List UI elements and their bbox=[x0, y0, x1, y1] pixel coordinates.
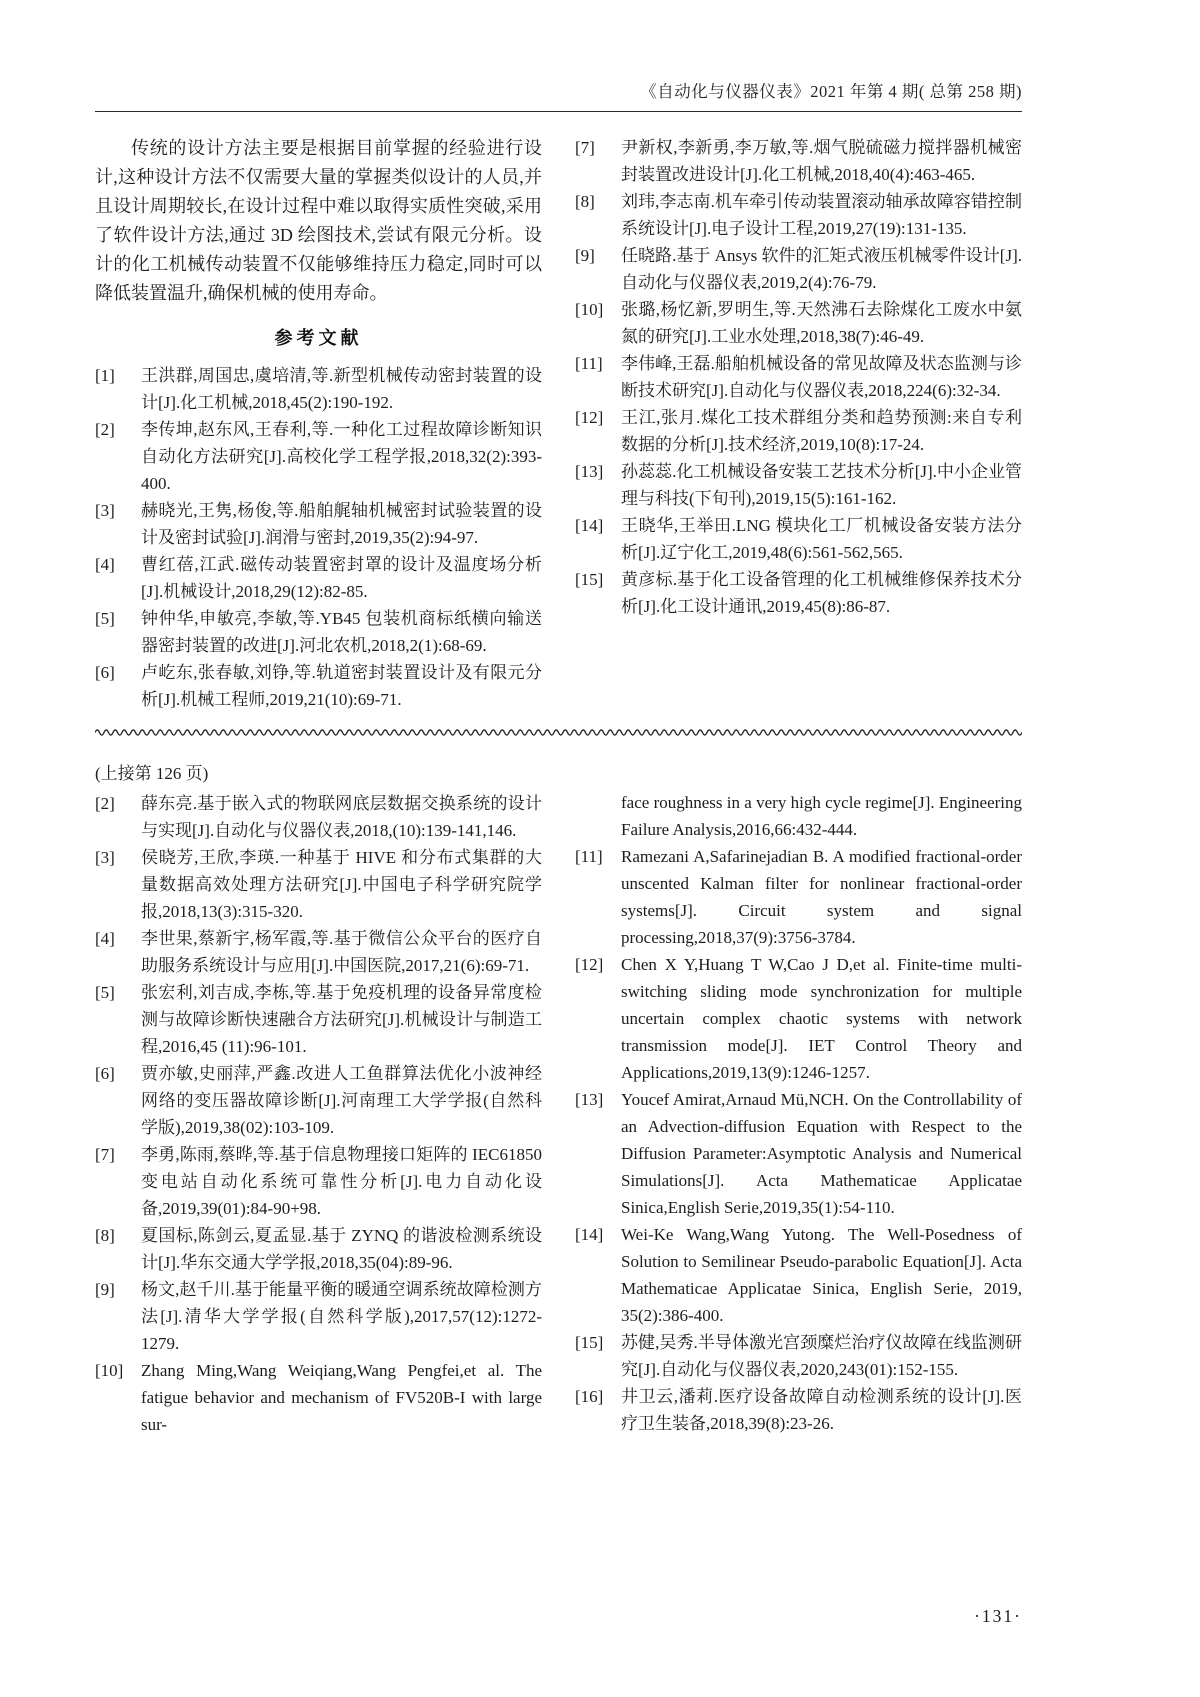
reference-label: [2] bbox=[95, 420, 115, 439]
reference-label: [3] bbox=[95, 501, 115, 520]
reference-text: Ramezani A,Safarinejadian B. A modified fractional-order unscented Kalman filter for nonlinear fractional-order systems[J]. Circuit system and signal processing,2018,37(9):3756-3784. bbox=[621, 847, 1022, 947]
reference-label: [1] bbox=[95, 366, 115, 385]
journal-issue-info: 《自动化与仪器仪表》2021 年第 4 期( 总第 258 期) bbox=[640, 82, 1022, 101]
reference-text: 王晓华,王举田.LNG 模块化工厂机械设备安装方法分析[J].辽宁化工,2019,48(6):561-562,565. bbox=[621, 516, 1022, 562]
reference-item bbox=[575, 843, 1022, 951]
reference-text: 刘玮,李志南.机车牵引传动装置滚动轴承故障容错控制系统设计[J].电子设计工程,2019,27(19):131-135. bbox=[621, 192, 1022, 238]
reference-text: 李勇,陈雨,蔡晔,等.基于信息物理接口矩阵的 IEC61850 变电站自动化系统可靠性分析[J].电力自动化设备,2019,39(01):84-90+98. bbox=[141, 1145, 542, 1218]
right-column-bottom bbox=[575, 760, 1022, 1438]
reference-label: [10] bbox=[575, 300, 604, 319]
reference-label: [6] bbox=[95, 1064, 115, 1083]
reference-text: 李传坤,赵东风,王春利,等.一种化工过程故障诊断知识自动化方法研究[J].高校化学工程学报,2018,32(2):393-400. bbox=[141, 420, 542, 493]
reference-text: 尹新权,李新勇,李万敏,等.烟气脱硫磁力搅拌器机械密封装置改进设计[J].化工机械,2018,40(4):463-465. bbox=[621, 138, 1022, 184]
reference-text: 黄彦标.基于化工设备管理的化工机械维修保养技术分析[J].化工设计通讯,2019,45(8):86-87. bbox=[621, 570, 1022, 616]
reference-text: 张璐,杨忆新,罗明生,等.天然沸石去除煤化工废水中氨氮的研究[J].工业水处理,2018,38(7):46-49. bbox=[621, 300, 1022, 346]
reference-item bbox=[95, 1060, 542, 1141]
reference-item bbox=[575, 566, 1022, 620]
reference-label: [7] bbox=[95, 1145, 115, 1164]
wavy-divider bbox=[95, 727, 1022, 738]
reference-text: 曹红蓓,江武.磁传动装置密封罩的设计及温度场分析[J].机械设计,2018,29(12):82-85. bbox=[141, 555, 542, 601]
page-number: ·131· bbox=[974, 1606, 1022, 1626]
reference-label: [14] bbox=[575, 1225, 604, 1244]
reference-item bbox=[95, 1141, 542, 1222]
reference-label: [7] bbox=[575, 138, 595, 157]
reference-label: [11] bbox=[575, 847, 603, 866]
reference-item bbox=[95, 497, 542, 551]
reference-label bbox=[575, 789, 621, 843]
reference-item bbox=[95, 551, 542, 605]
reference-label: [9] bbox=[95, 1280, 115, 1299]
wavy-divider-path bbox=[95, 730, 1022, 735]
reference-text: 王江,张月.煤化工技术群组分类和趋势预测:来自专利数据的分析[J].技术经济,2019,10(8):17-24. bbox=[621, 408, 1022, 454]
references-list-left bbox=[95, 362, 542, 713]
reference-label: [14] bbox=[575, 516, 604, 535]
reference-item bbox=[95, 1357, 542, 1438]
reference-label: [5] bbox=[95, 983, 115, 1002]
right-column-top bbox=[575, 134, 1022, 713]
reference-item bbox=[575, 188, 1022, 242]
reference-item bbox=[575, 1383, 1022, 1437]
left-column-top bbox=[95, 134, 542, 713]
reference-text: 张宏利,刘吉成,李栋,等.基于免疫机理的设备异常度检测与故障诊断快速融合方法研究[J].机械设计与制造工程,2016,45 (11):96-101. bbox=[141, 983, 542, 1056]
reference-item bbox=[95, 605, 542, 659]
references-section bbox=[95, 134, 1022, 713]
reference-item bbox=[95, 416, 542, 497]
references-list-right bbox=[575, 134, 1022, 620]
reference-label: [13] bbox=[575, 462, 604, 481]
reference-label: [10] bbox=[95, 1361, 124, 1380]
reference-label: [4] bbox=[95, 555, 115, 574]
reference-item bbox=[95, 1276, 542, 1357]
reference-text: Zhang Ming,Wang Weiqiang,Wang Pengfei,et al. The fatigue behavior and mechanism of FV520B-I with large sur- bbox=[141, 1361, 542, 1434]
reference-item bbox=[575, 789, 1022, 843]
reference-item bbox=[575, 458, 1022, 512]
reference-text: face roughness in a very high cycle regime[J]. Engineering Failure Analysis,2016,66:432-444. bbox=[621, 793, 1022, 839]
reference-label: [4] bbox=[95, 929, 115, 948]
reference-item bbox=[95, 790, 542, 844]
reference-label: [16] bbox=[575, 1387, 604, 1406]
reference-label: [15] bbox=[575, 570, 604, 589]
page-header bbox=[95, 78, 1022, 112]
reference-text: 井卫云,潘莉.医疗设备故障自动检测系统的设计[J].医疗卫生装备,2018,39(8):23-26. bbox=[621, 1387, 1022, 1433]
reference-item bbox=[575, 1221, 1022, 1329]
reference-item bbox=[575, 350, 1022, 404]
reference-text: 李伟峰,王磊.船舶机械设备的常见故障及状态监测与诊断技术研究[J].自动化与仪器仪表,2018,224(6):32-34. bbox=[621, 354, 1022, 400]
reference-label: [2] bbox=[95, 794, 115, 813]
reference-item bbox=[575, 404, 1022, 458]
reference-item bbox=[95, 1222, 542, 1276]
reference-item bbox=[575, 1329, 1022, 1383]
continuation-references-right bbox=[575, 789, 1022, 1437]
reference-text: 贾亦敏,史丽萍,严鑫.改进人工鱼群算法优化小波神经网络的变压器故障诊断[J].河南理工大学学报(自然科学版),2019,38(02):103-109. bbox=[141, 1064, 542, 1137]
left-column-bottom bbox=[95, 760, 542, 1438]
reference-item bbox=[575, 951, 1022, 1086]
reference-label: [13] bbox=[575, 1090, 604, 1109]
reference-text: 薛东亮.基于嵌入式的物联网底层数据交换系统的设计与实现[J].自动化与仪器仪表,2018,(10):139-141,146. bbox=[141, 794, 542, 840]
reference-text: 李世果,蔡新宇,杨军霞,等.基于微信公众平台的医疗自助服务系统设计与应用[J].中国医院,2017,21(6):69-71. bbox=[141, 929, 542, 975]
reference-text: 孙蕊蕊.化工机械设备安装工艺技术分析[J].中小企业管理与科技(下旬刊),2019,15(5):161-162. bbox=[621, 462, 1022, 508]
reference-text: 钟仲华,申敏亮,李敏,等.YB45 包装机商标纸横向输送器密封装置的改进[J].河北农机,2018,2(1):68-69. bbox=[141, 609, 542, 655]
reference-text: 卢屹东,张春敏,刘铮,等.轨道密封装置设计及有限元分析[J].机械工程师,2019,21(10):69-71. bbox=[141, 663, 542, 709]
reference-text: 夏国标,陈剑云,夏孟显.基于 ZYNQ 的谐波检测系统设计[J].华东交通大学学报,2018,35(04):89-96. bbox=[141, 1226, 542, 1272]
reference-label: [8] bbox=[575, 192, 595, 211]
reference-label: [6] bbox=[95, 663, 115, 682]
reference-text: Youcef Amirat,Arnaud Mü,NCH. On the Controllability of an Advection-diffusion Equation with Respect to the Diffusion Parameter:Asymptotic Analysis and Numerical Simulations[J]. Acta Mathematicae Applicatae Sinica,English Serie,2019,35(1):54-110. bbox=[621, 1090, 1022, 1217]
reference-label: [11] bbox=[575, 354, 603, 373]
reference-item bbox=[95, 659, 542, 713]
reference-item bbox=[575, 512, 1022, 566]
reference-label: [15] bbox=[575, 1333, 604, 1352]
reference-text: 王洪群,周国忠,虞培清,等.新型机械传动密封装置的设计[J].化工机械,2018,45(2):190-192. bbox=[141, 366, 542, 412]
reference-text: 侯晓芳,王欣,李瑛.一种基于 HIVE 和分布式集群的大量数据高效处理方法研究[J].中国电子科学研究院学报,2018,13(3):315-320. bbox=[141, 848, 542, 921]
reference-item bbox=[575, 296, 1022, 350]
reference-text: 任晓路.基于 Ansys 软件的汇矩式液压机械零件设计[J].自动化与仪器仪表,2019,2(4):76-79. bbox=[621, 246, 1022, 292]
reference-item bbox=[95, 979, 542, 1060]
reference-item bbox=[95, 925, 542, 979]
reference-label: [12] bbox=[575, 408, 604, 427]
reference-label: [9] bbox=[575, 246, 595, 265]
reference-item bbox=[95, 844, 542, 925]
reference-text: 杨文,赵千川.基于能量平衡的暖通空调系统故障检测方法[J].清华大学学报(自然科学版),2017,57(12):1272-1279. bbox=[141, 1280, 542, 1353]
continuation-references-left bbox=[95, 790, 542, 1438]
reference-item bbox=[575, 1086, 1022, 1221]
reference-item bbox=[575, 134, 1022, 188]
reference-text: Chen X Y,Huang T W,Cao J D,et al. Finite-time multi-switching sliding mode synchronization for multiple uncertain complex chaotic systems with network transmission mode[J]. IET Control Theory and Applications,2019,13(9):1246-1257. bbox=[621, 955, 1022, 1082]
reference-label: [12] bbox=[575, 955, 604, 974]
reference-text: 苏健,吴秀.半导体激光宫颈糜烂治疗仪故障在线监测研究[J].自动化与仪器仪表,2020,243(01):152-155. bbox=[621, 1333, 1022, 1379]
continuation-section bbox=[95, 760, 1022, 1438]
reference-text: Wei-Ke Wang,Wang Yutong. The Well-Posedness of Solution to Semilinear Pseudo-parabolic Equation[J]. Acta Mathematicae Applicatae Sinica, English Serie, 2019, 35(2):386-400. bbox=[621, 1225, 1022, 1325]
references-heading: 参考文献 bbox=[274, 328, 363, 348]
reference-label: [3] bbox=[95, 848, 115, 867]
reference-label: [5] bbox=[95, 609, 115, 628]
reference-item bbox=[575, 242, 1022, 296]
reference-label: [8] bbox=[95, 1226, 115, 1245]
reference-text: 赫晓光,王隽,杨俊,等.船舶艉轴机械密封试验装置的设计及密封试验[J].润滑与密封,2019,35(2):94-97. bbox=[141, 501, 542, 547]
closing-paragraph: 传统的设计方法主要是根据目前掌握的经验进行设计,这种设计方法不仅需要大量的掌握类似设计的人员,并且设计周期较长,在设计过程中难以取得实质性突破,采用了软件设计方法,通过 3D 绘图技术,尝试有限元分析。设计的化工机械传动装置不仅能够维持压力稳定,同时可以降低装置温升,确保机械的使用寿命。 bbox=[95, 138, 542, 303]
continuation-note: (上接第 126 页) bbox=[95, 764, 209, 783]
reference-item bbox=[95, 362, 542, 416]
